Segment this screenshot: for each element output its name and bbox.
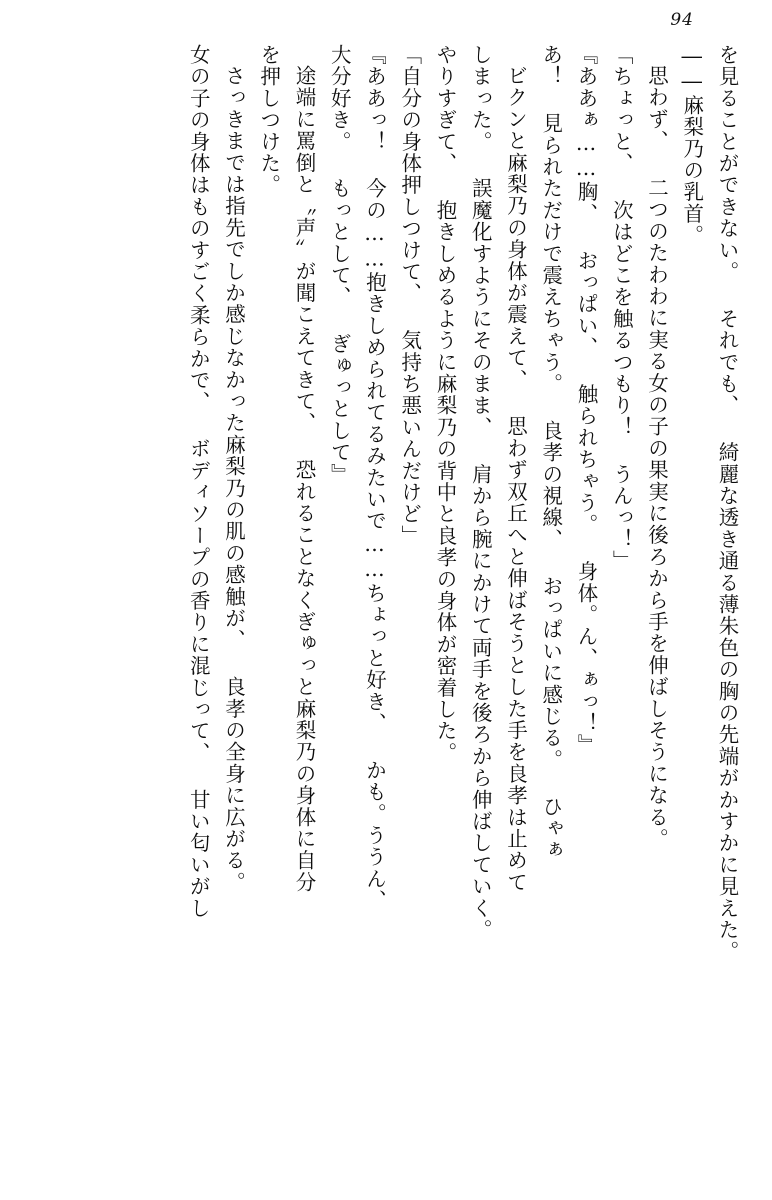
body-paragraph: ――麻梨乃の乳首。 — [679, 44, 704, 247]
body-paragraph: 思わず、 二つのたわわに実る女の子の果実に後ろから手を伸ばしそうになる。 — [644, 64, 669, 850]
body-paragraph: 大分好き。 もっとして、 ぎゅっとして』 — [327, 44, 352, 485]
body-paragraph: 『ああっ！ 今の……抱きしめられてるみたいで……ちょっと好き、 かも。ううん、 — [362, 44, 387, 912]
body-paragraph: 「ちょっと、 次はどこを触るつもり！ うんっ！」 — [609, 44, 634, 572]
body-paragraph: を見ることができない。 それでも、 綺麗な透き通る薄朱色の胸の先端がかすかに見えた。 — [715, 44, 739, 963]
page-body-text — [28, 44, 744, 1172]
body-paragraph: 女の子の身体はものすごく柔らかで、 ボディソープの香りに混じって、 甘い匂いがし — [186, 44, 211, 919]
body-paragraph: さっきまでは指先でしか感じなかった麻梨乃の肌の感触が、 良孝の全身に広がる。 — [221, 64, 246, 893]
body-paragraph: しまった。 誤魔化すようにそのまま、 肩から腕にかけて両手を後ろから伸ばしていく。 — [468, 44, 493, 941]
body-paragraph: 途端に罵倒と〝声〟が聞こえてきて、 恐れることなくぎゅっと麻梨乃の身体に自分 — [292, 64, 316, 893]
body-paragraph: 「自分の身体押しつけて、 気持ち悪いんだけど」 — [397, 44, 422, 547]
body-paragraph: ビクンと麻梨乃の身体が震えて、 思わず双丘へと伸ばそうとした手を良孝は止めて — [503, 64, 528, 893]
body-paragraph: を押しつけた。 — [256, 44, 281, 196]
body-paragraph: やりすぎて、 抱きしめるように麻梨乃の背中と良孝の身体が密着した。 — [433, 44, 457, 764]
page-number: 94 — [670, 10, 694, 30]
body-paragraph: 『ああぁ……胸、 おっぱい、 触られちゃう。 身体。ん、ぁっ！』 — [574, 44, 598, 756]
body-paragraph: あ！ 見られただけで震えちゃう。 良孝の視線、 おっぱいに感じる。 ひゃぁ — [538, 44, 563, 861]
